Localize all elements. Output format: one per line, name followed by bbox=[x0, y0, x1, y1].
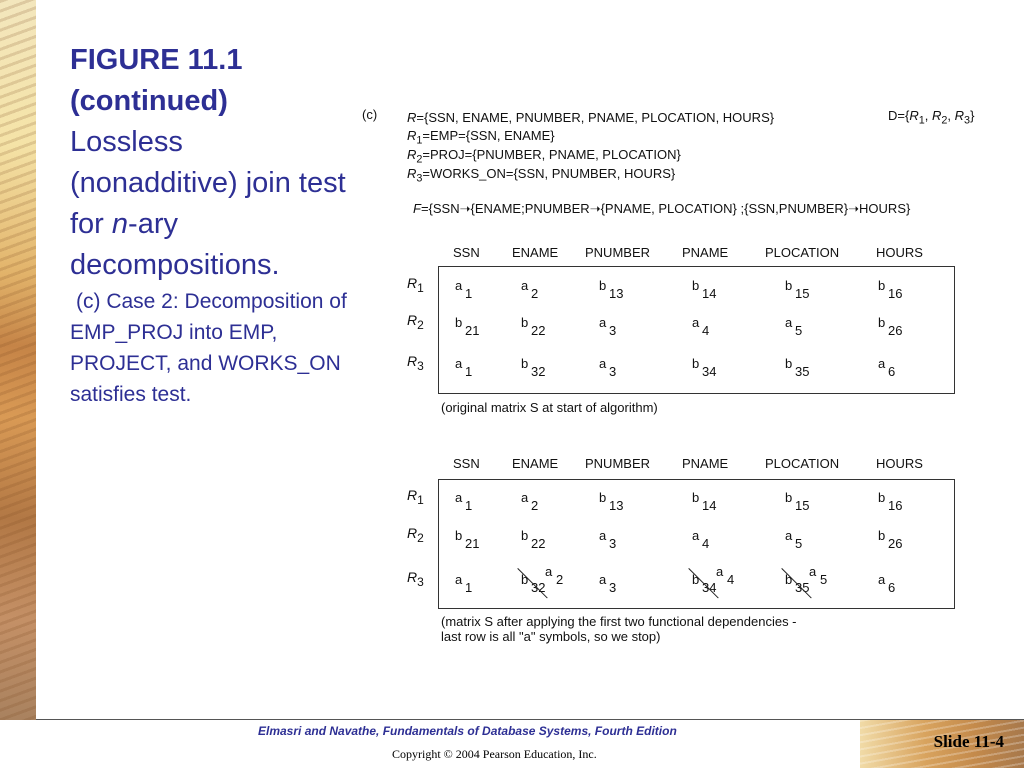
matrix-cell: a 3 bbox=[599, 572, 617, 595]
matrix-cell: b 15 bbox=[785, 490, 810, 513]
matrix-cell: b 26 bbox=[878, 528, 903, 551]
column-header-ssn: SSN bbox=[453, 245, 480, 260]
matrix-cell: a 3 bbox=[599, 528, 617, 551]
figure-title: FIGURE 11.1 (continued) bbox=[70, 44, 243, 117]
matrix-cell: b 22 bbox=[521, 528, 546, 551]
matrix-cell: a 4 bbox=[692, 315, 710, 338]
matrix-cell: b 14 bbox=[692, 490, 717, 513]
matrix-cell: b 32 bbox=[521, 572, 546, 595]
row-label-r1: $R_1$ bbox=[407, 275, 424, 295]
column-header-pname: PNAME bbox=[682, 245, 729, 260]
column-header-hours: HOURS bbox=[876, 456, 923, 471]
matrix-cell: a 5 bbox=[785, 528, 803, 551]
functional-dependencies-line: F={SSN➝{ENAME;PNUMBER➝{PNAME, PLOCATION} ;{SSN,PNUMBER}➝HOURS} bbox=[413, 201, 911, 216]
column-header-hours: HOURS bbox=[876, 245, 923, 260]
matrix-cell: a 2 bbox=[521, 490, 539, 513]
matrix-cell: b 16 bbox=[878, 278, 903, 301]
matrix-cell: b 34 bbox=[692, 356, 717, 379]
matrix-original-caption: (original matrix S at start of algorithm) bbox=[441, 400, 658, 415]
figure-subtitle: Lossless (nonadditive) join test for n-ary decompositions. bbox=[70, 126, 346, 281]
replacement-symbol: a 5 bbox=[809, 564, 828, 587]
matrix-cell: a 5 bbox=[785, 315, 803, 338]
relation-schema-line: R={SSN, ENAME, PNUMBER, PNAME, PLOCATION, HOURS} bbox=[407, 110, 775, 125]
matrix-cell: a 6 bbox=[878, 356, 896, 379]
replacement-symbol: a 4 bbox=[716, 564, 735, 587]
matrix-cell: a 3 bbox=[599, 356, 617, 379]
column-header-pnumber: PNUMBER bbox=[585, 245, 651, 260]
matrix-after-caption-2: last row is all "a" symbols, so we stop) bbox=[441, 629, 661, 644]
matrix-cell: b 21 bbox=[455, 528, 480, 551]
matrix-cell: b 34 bbox=[692, 572, 717, 595]
matrix-after-caption-1: (matrix S after applying the first two functional dependencies - bbox=[441, 614, 797, 629]
matrix-cell: b 14 bbox=[692, 278, 717, 301]
matrix-cell: b 22 bbox=[521, 315, 546, 338]
matrix-cell: b 21 bbox=[455, 315, 480, 338]
footer-copyright: Copyright © 2004 Pearson Education, Inc. bbox=[392, 747, 597, 761]
row-label-r2: $R_2$ bbox=[407, 525, 424, 545]
r2-definition: $R_2=PROJ=\{PNUMBER$, PNAME, PLOCATION} bbox=[407, 147, 681, 166]
row-label-r3: $R_3$ bbox=[407, 353, 424, 373]
matrix-cell: b 15 bbox=[785, 278, 810, 301]
matrix-cell: a 4 bbox=[692, 528, 710, 551]
slide-number: Slide 11-4 bbox=[933, 732, 1004, 751]
figure-caption: (c) Case 2: Decomposition of EMP_PROJ into EMP, PROJECT, and WORKS_ON satisfies test. bbox=[70, 290, 347, 406]
matrix-cell: a 1 bbox=[455, 278, 473, 301]
matrix-cell: b 13 bbox=[599, 278, 624, 301]
footer-book-title: Elmasri and Navathe, Fundamentals of Database Systems, Fourth Edition bbox=[258, 724, 677, 738]
r1-definition: $R_1=EMP=\{SSN$, ENAME} bbox=[407, 128, 555, 147]
row-label-r3: $R_3$ bbox=[407, 569, 424, 589]
slide-number-badge bbox=[860, 720, 1024, 768]
decomposition-line: $D=\{R_1$, $R_2$, $R_3$} bbox=[888, 108, 975, 127]
matrix-cell: b 35 bbox=[785, 356, 810, 379]
column-header-plocation: PLOCATION bbox=[765, 245, 840, 260]
matrix-cell: b 32 bbox=[521, 356, 546, 379]
matrix-cell: a 6 bbox=[878, 572, 896, 595]
column-header-pnumber: PNUMBER bbox=[585, 456, 651, 471]
matrix-cell: b 35 bbox=[785, 572, 810, 595]
figure-label: (c) bbox=[362, 107, 378, 122]
column-header-pname: PNAME bbox=[682, 456, 729, 471]
replacement-symbol: a 2 bbox=[545, 564, 564, 587]
matrix-cell: b 16 bbox=[878, 490, 903, 513]
column-header-ename: ENAME bbox=[512, 456, 559, 471]
row-label-r1: $R_1$ bbox=[407, 487, 424, 507]
row-label-r2: $R_2$ bbox=[407, 312, 424, 332]
r3-definition: $R_3=WORKS\_ON=\{SSN$, PNUMBER, HOURS} bbox=[407, 166, 676, 185]
matrix-cell: a 2 bbox=[521, 278, 539, 301]
matrix-cell: a 3 bbox=[599, 315, 617, 338]
matrix-cell: a 1 bbox=[455, 356, 473, 379]
matrix-cell: a 1 bbox=[455, 490, 473, 513]
column-header-plocation: PLOCATION bbox=[765, 456, 840, 471]
matrix-cell: a 1 bbox=[455, 572, 473, 595]
column-header-ssn: SSN bbox=[453, 456, 480, 471]
matrix-cell: b 26 bbox=[878, 315, 903, 338]
matrix-cell: b 13 bbox=[599, 490, 624, 513]
column-header-ename: ENAME bbox=[512, 245, 559, 260]
